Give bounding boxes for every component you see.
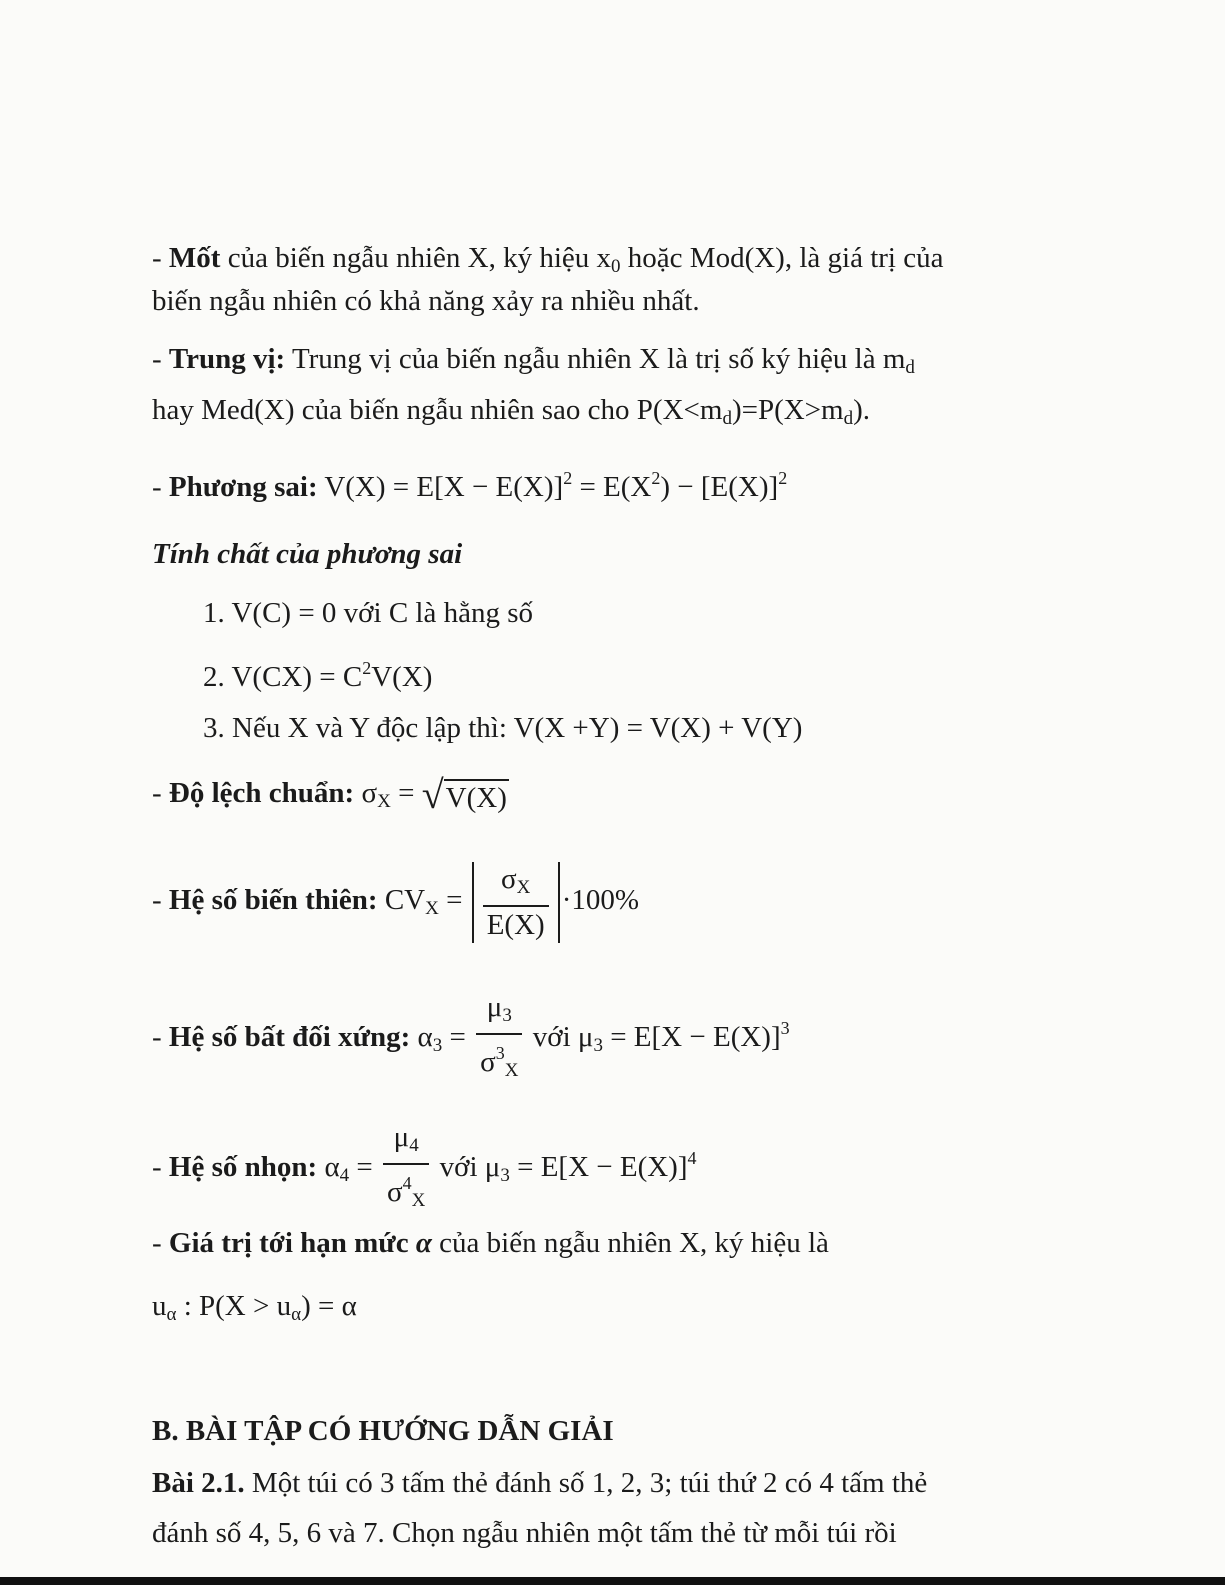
critical-value-line2	[152, 1288, 357, 1333]
kurt-denominator	[383, 1163, 429, 1219]
with-word: với	[439, 1151, 478, 1183]
mu-sub: 3	[500, 1165, 510, 1186]
median-text-a: hay Med(X) của biến ngẫu nhiên sao cho P(X<m	[152, 394, 723, 426]
mode-term: Mốt	[168, 242, 221, 274]
critical-term: Giá trị tới hạn mức	[168, 1227, 409, 1259]
sigma-sub: X	[377, 791, 391, 812]
eq-sign: =	[349, 1151, 380, 1183]
skew-fraction	[476, 990, 522, 1089]
exercise-label: Bài 2.1.	[152, 1467, 245, 1499]
bullet-dash: -	[152, 343, 162, 375]
cv-symbol: CV	[384, 884, 426, 916]
mu-sub: 4	[409, 1134, 419, 1156]
property-1: 1. V(C) = 0 với C là hằng số	[203, 597, 534, 629]
variance-expr-c: ) − [E(X)]	[660, 471, 779, 503]
skewness-formula	[152, 988, 790, 1089]
property-2-b: V(X)	[371, 661, 433, 693]
sqrt-icon: √	[421, 772, 444, 818]
mu-symbol: μ	[577, 1021, 594, 1053]
sqrt-expression	[421, 772, 509, 818]
mu-sub: 3	[502, 1004, 512, 1026]
kurt-numerator	[390, 1120, 423, 1163]
cv-percent: ·100%	[561, 884, 640, 916]
property-2	[203, 650, 432, 695]
eq-sign: =	[438, 884, 470, 916]
scan-bottom-edge	[0, 1577, 1225, 1585]
mode-text-end: hoặc Mod(X), là giá trị của	[620, 242, 944, 274]
sigma-sup: 4	[402, 1172, 412, 1193]
bullet-dash: -	[152, 1151, 162, 1183]
critical-text: của biến ngẫu nhiên X, ký hiệu là	[431, 1227, 829, 1259]
sigma-sub: X	[411, 1189, 426, 1211]
cv-numerator	[497, 862, 534, 905]
median-definition-line2	[152, 392, 870, 437]
mode-subscript: 0	[611, 256, 621, 277]
std-deviation-formula	[152, 772, 509, 820]
alpha-symbol: α	[324, 1151, 340, 1183]
eq-sign: =	[442, 1021, 474, 1053]
sigma-sub: X	[516, 876, 531, 898]
alpha-symbol: α	[417, 1021, 433, 1053]
median-subscript: d	[905, 357, 915, 378]
variance-term: Phương sai:	[168, 471, 318, 503]
mu-symbol: μ	[484, 1151, 501, 1183]
sqrt-radicand: V(X)	[444, 779, 509, 815]
sigma-symbol: σ	[501, 862, 517, 895]
variance-formula	[152, 460, 787, 505]
critical-expr-end: ) = α	[301, 1290, 357, 1322]
mu-symbol: μ	[486, 990, 503, 1023]
bullet-dash: -	[152, 884, 162, 916]
variance-sup-1: 2	[563, 468, 573, 488]
cv-fraction	[483, 862, 549, 943]
median-subscript-2: d	[722, 408, 732, 429]
abs-value	[472, 862, 560, 943]
property-2-a: 2. V(CX) = C	[203, 661, 363, 693]
sigma-symbol: σ	[480, 1045, 496, 1078]
variance-expr-a: V(X) = E[X − E(X)]	[317, 471, 564, 503]
kurtosis-term: Hệ số nhọn:	[168, 1151, 318, 1183]
alpha-sub: 3	[432, 1035, 443, 1056]
bullet-dash: -	[152, 242, 162, 274]
variance-properties-title: Tính chất của phương sai	[152, 538, 463, 570]
median-text-b: )=P(X>m	[731, 394, 844, 426]
mu-sub: 3	[593, 1035, 603, 1056]
eq-sign: =	[390, 777, 422, 809]
property-3: 3. Nếu X và Y độc lập thì: V(X +Y) = V(X) + V(Y)	[203, 712, 803, 744]
with-word: với	[532, 1021, 571, 1053]
median-text: Trung vị của biến ngẫu nhiên X là trị số ký hiệu là m	[285, 343, 906, 375]
mode-definition-line2: biến ngẫu nhiên có khả năng xảy ra nhiều nhất.	[152, 285, 700, 317]
median-definition-line1	[152, 341, 915, 386]
kurt-rhs: = E[X − E(X)]	[509, 1151, 688, 1183]
mode-text: của biến ngẫu nhiên X, ký hiệu x	[220, 242, 612, 274]
median-subscript-3: d	[843, 408, 854, 429]
u-symbol: u	[152, 1290, 167, 1322]
bullet-dash: -	[152, 471, 162, 503]
sigma-symbol: σ	[387, 1175, 403, 1208]
alpha-sub: 4	[339, 1165, 350, 1186]
critical-expr: : P(X > u	[176, 1290, 292, 1322]
cv-formula	[152, 860, 639, 949]
kurt-rhs-sup: 4	[687, 1148, 697, 1168]
property-2-sup: 2	[362, 658, 372, 678]
sigma-symbol: σ	[361, 777, 378, 809]
variance-sup-3: 2	[778, 468, 788, 488]
u-sub: α	[166, 1304, 177, 1325]
sigma-sub: X	[504, 1059, 519, 1081]
skew-rhs: = E[X − E(X)]	[602, 1021, 781, 1053]
median-text-c: ).	[853, 394, 871, 426]
section-b-heading: B. BÀI TẬP CÓ HƯỚNG DẪN GIẢI	[152, 1415, 614, 1447]
sigma-sup: 3	[495, 1042, 505, 1063]
exercise-2-1-line2: đánh số 4, 5, 6 và 7. Chọn ngẫu nhiên một tấm thẻ từ mỗi túi rồi	[152, 1517, 897, 1549]
mode-definition-line1	[152, 240, 943, 285]
alpha-symbol: α	[415, 1227, 432, 1259]
bullet-dash: -	[152, 1021, 162, 1053]
bullet-dash: -	[152, 777, 162, 809]
bullet-dash: -	[152, 1227, 162, 1259]
median-term: Trung vị:	[168, 343, 286, 375]
mu-symbol: μ	[393, 1120, 410, 1153]
exercise-2-1-line1	[152, 1465, 927, 1501]
skew-rhs-sup: 3	[780, 1018, 790, 1038]
exercise-text: Một túi có 3 tấm thẻ đánh số 1, 2, 3; túi thứ 2 có 4 tấm thẻ	[244, 1467, 928, 1499]
std-term: Độ lệch chuẩn:	[168, 777, 355, 809]
u-sub-2: α	[291, 1304, 302, 1325]
kurtosis-formula	[152, 1118, 697, 1219]
kurt-fraction	[383, 1120, 429, 1219]
variance-sup-2: 2	[651, 468, 661, 488]
skew-denominator	[476, 1033, 522, 1089]
cv-term: Hệ số biến thiên:	[168, 884, 378, 916]
skewness-term: Hệ số bất đối xứng:	[168, 1021, 411, 1053]
variance-expr-b: = E(X	[572, 471, 652, 503]
critical-value-line1	[152, 1225, 829, 1261]
cv-denominator: E(X)	[483, 905, 549, 943]
skew-numerator	[483, 990, 516, 1033]
cv-sub: X	[425, 898, 439, 919]
